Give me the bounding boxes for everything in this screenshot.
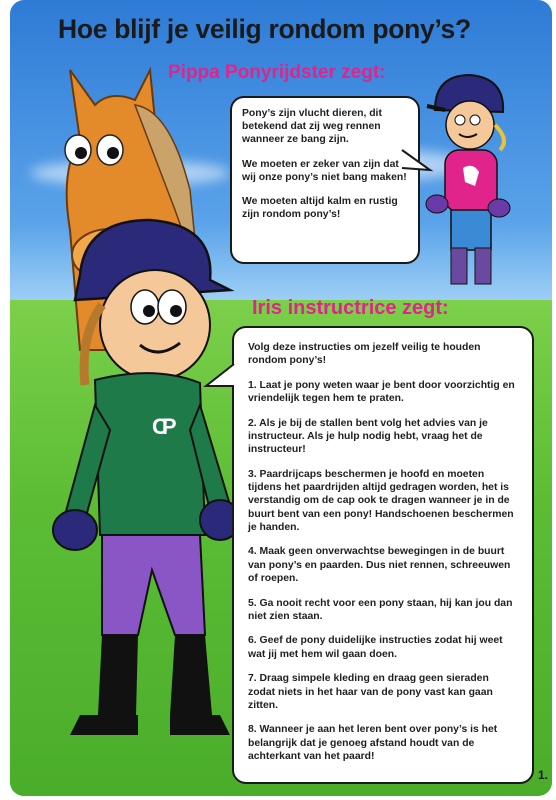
- iris-speech-bubble: [232, 326, 534, 784]
- sweater-logo: CP: [152, 414, 171, 439]
- rule-item: 7. Draag simpele kleding en draag geen sieraden zodat niets in het haar van de pony vast kan gaan zitten.: [248, 673, 493, 711]
- iris-heading: Iris instructrice zegt:: [252, 297, 449, 319]
- pippa-paragraph: We moeten altijd kalm en rustig zijn rondom pony’s!: [242, 196, 398, 221]
- rule-item: 3. Paardrijcaps beschermen je hoofd en moeten tijdens het paardrijden altijd gedragen worden, het is verstandig om de cap ook te dragen wanneer je in de buurt bent van een pony! Handschoenen beschermen je handen.: [248, 468, 514, 533]
- pippa-paragraph: We moeten er zeker van zijn dat wij onze pony’s niet bang maken!: [242, 158, 407, 183]
- pippa-speech-bubble: [230, 96, 420, 264]
- pippa-paragraph: Pony’s zijn vlucht dieren, dit betekend dat zij weg rennen wanneer ze bang zijn.: [242, 108, 382, 146]
- rule-item: 2. Als je bij de stallen bent volg het advies van je instructeur. Als je hulp nodig hebt, vraag het de instructeur!: [248, 417, 488, 456]
- rule-item: 5. Ga nooit recht voor een pony staan, hij kan jou dan niet zien staan.: [248, 597, 513, 622]
- pippa-heading: Pippa Ponyrijdster zegt:: [168, 62, 386, 83]
- rule-item: 6. Geef de pony duidelijke instructies zodat hij weet wat jij met hem wil gaan doen.: [248, 635, 503, 660]
- bubble2-tail: [206, 362, 246, 402]
- rule-item: 4. Maak geen onverwachtse bewegingen in de buurt van pony’s en paarden. Dus niet rennen, schreeuwen of roepen.: [248, 546, 511, 584]
- rule-item: 8. Wanneer je aan het leren bent over pony’s is het belangrijk dat je genoeg afstand houdt van de achterkant van het paard!: [248, 724, 498, 762]
- page-title: Hoe blijf je veilig rondom pony’s?: [58, 14, 471, 44]
- page-number: 1.: [537, 768, 548, 782]
- iris-intro: Volg deze instructies om jezelf veilig te houden rondom pony’s!: [248, 342, 481, 367]
- rule-item: 1. Laat je pony weten waar je bent door voorzichtig en vriendelijk tegen hem te praten.: [248, 379, 515, 405]
- bubble1-tail: [402, 148, 442, 188]
